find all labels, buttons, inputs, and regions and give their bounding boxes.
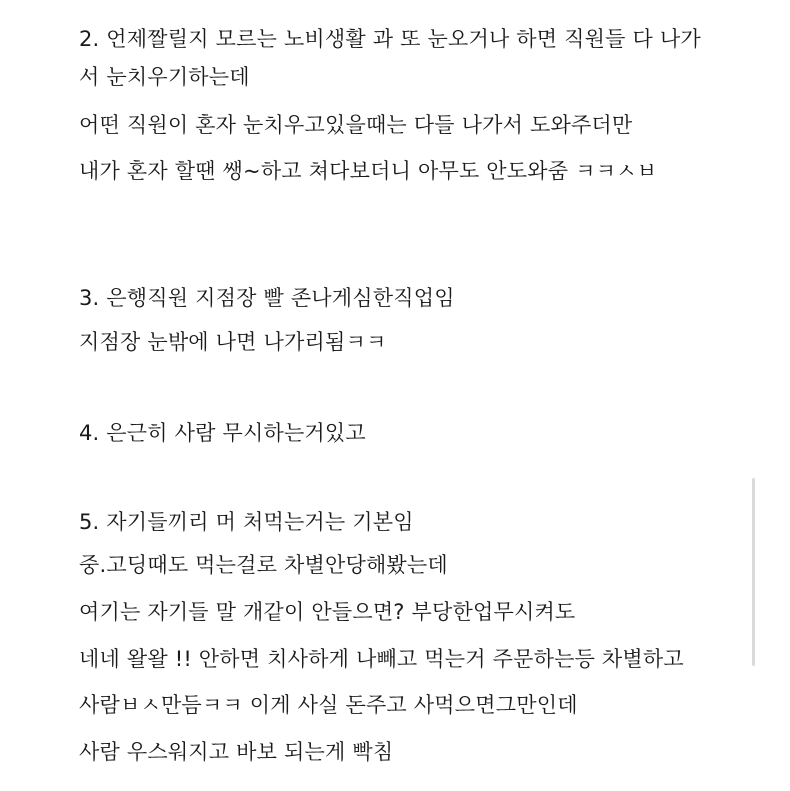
text-line: 내가 혼자 할땐 쌩~하고 쳐다보더니 아무도 안도와줌 ㅋㅋㅅㅂ (79, 159, 658, 183)
text-line: 3. 은행직원 지점장 빨 존나게심한직업임 (79, 286, 455, 310)
text-line: 어떤 직원이 혼자 눈치우고있을때는 다들 나가서 도와주더만 (79, 113, 633, 137)
text-line: 중.고딩때도 먹는걸로 차별안당해봤는데 (79, 553, 448, 577)
text-line: 지점장 눈밖에 나면 나가리됨ㅋㅋ (79, 330, 387, 354)
text-line: 2. 언제짤릴지 모르는 노비생활 과 또 눈오거나 하면 직원들 다 나가 (79, 27, 701, 51)
text-line: 여기는 자기들 말 개같이 안들으면? 부당한업무시켜도 (79, 600, 576, 624)
text-line: 네네 왈왈 !! 안하면 치사하게 나빼고 먹는거 주문하는등 차별하고 (79, 647, 684, 671)
text-line: 서 눈치우기하는데 (79, 65, 250, 89)
text-line: 사람 우스워지고 바보 되는게 빡침 (79, 740, 394, 764)
text-line: 사람ㅂㅅ만듬ㅋㅋ 이게 사실 돈주고 사먹으면그만인데 (79, 693, 578, 717)
text-line: 4. 은근히 사람 무시하는거있고 (79, 421, 366, 445)
scrollbar[interactable] (752, 478, 755, 666)
text-line: 5. 자기들끼리 머 처먹는거는 기본임 (79, 510, 414, 534)
